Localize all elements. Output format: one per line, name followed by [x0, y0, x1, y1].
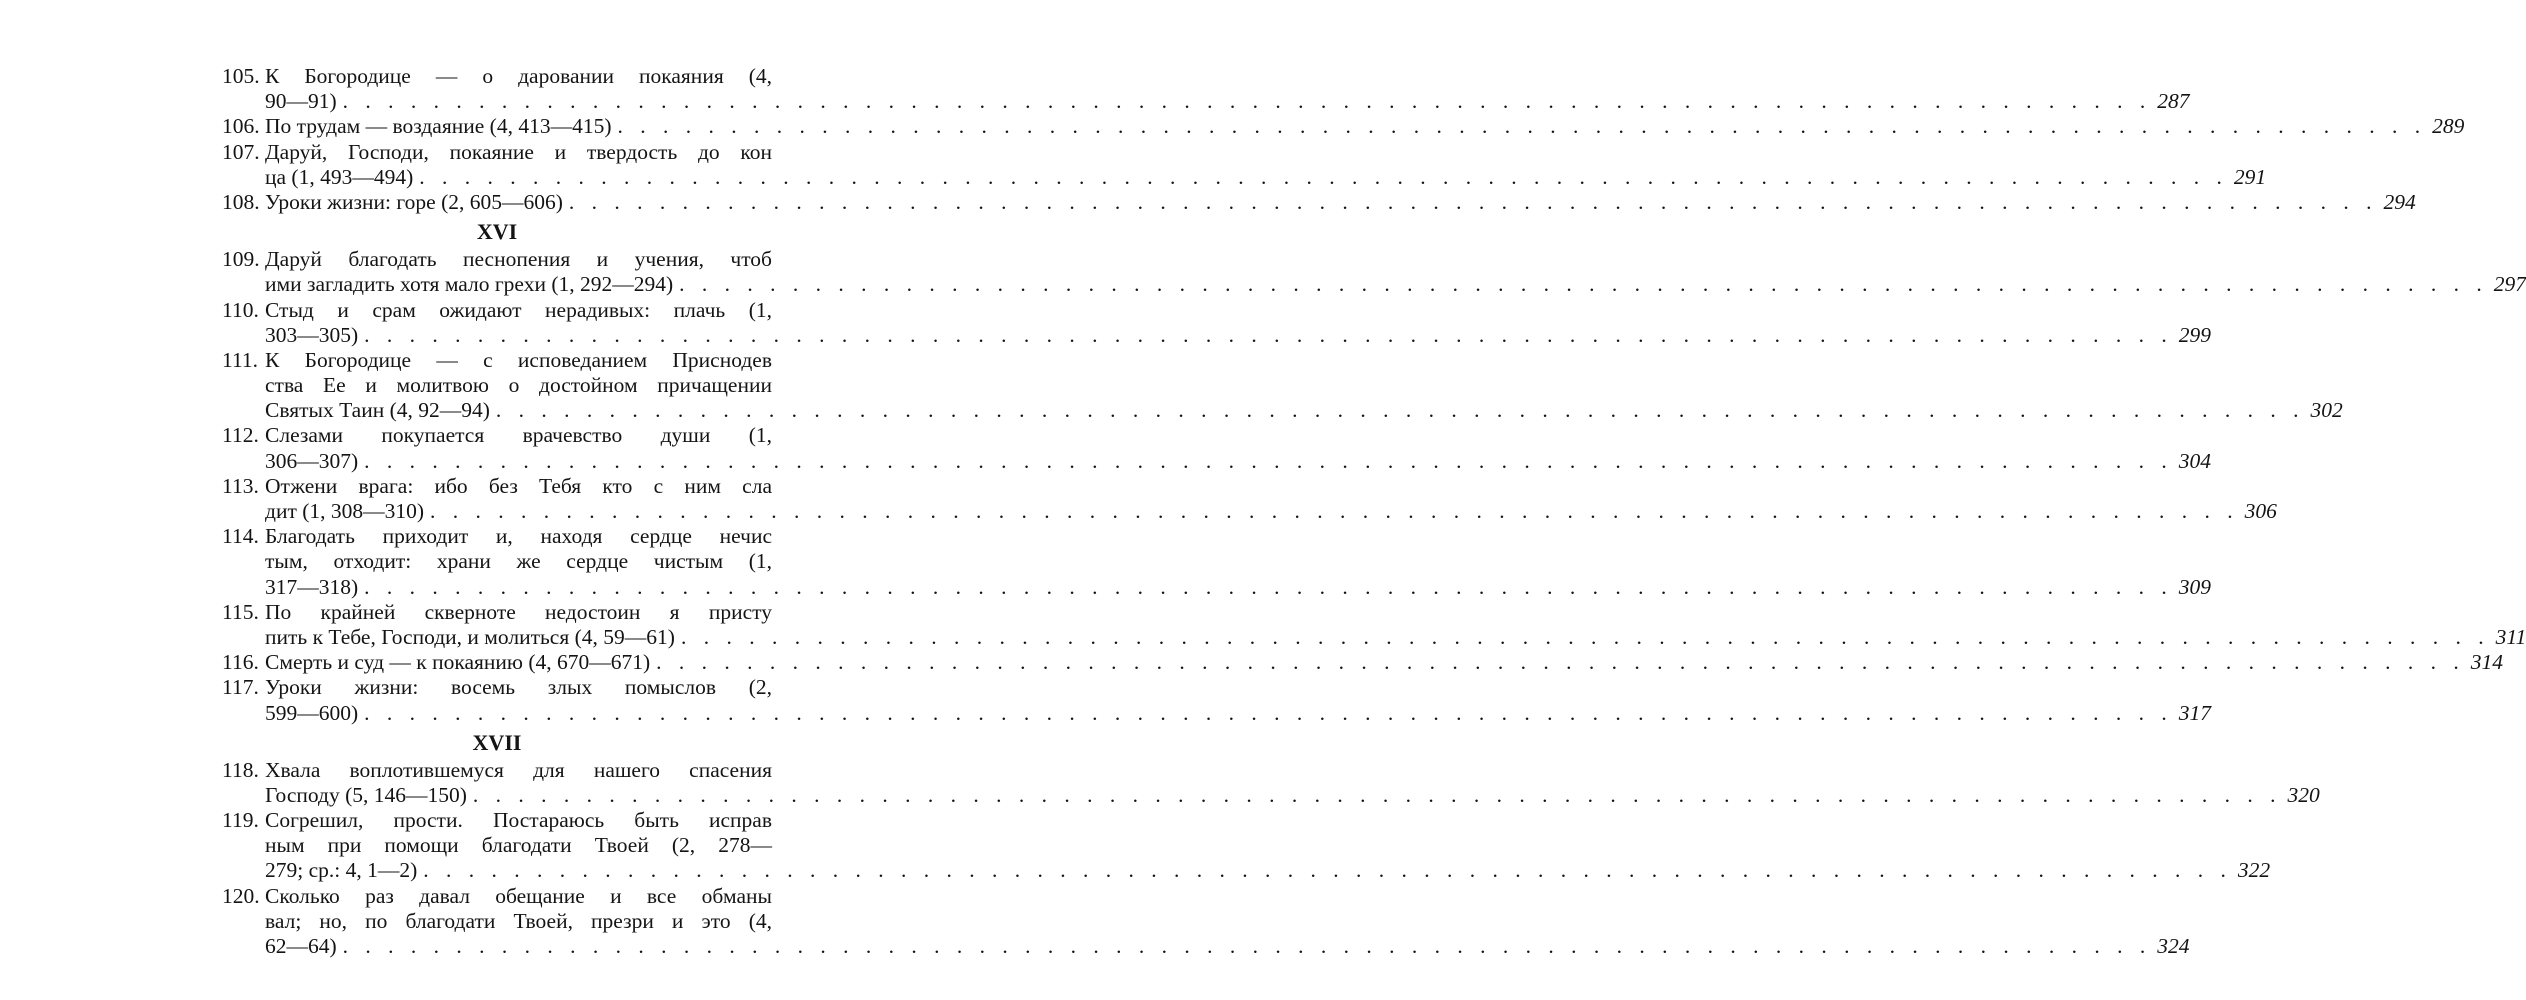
entry-title-line [265, 322, 2212, 348]
entry-number: 116. [222, 650, 259, 675]
entry-title-text: 599—600) [265, 700, 359, 725]
section-heading: XVI [476, 219, 518, 245]
entry-number: 120. [222, 883, 260, 908]
entry-number: 112. [222, 423, 259, 448]
dot-leader: . . . . . . . . . . . . . . . . . . . . . . . . . . . . . . . . . . . . . . . . . . . . . . . . . . . . . . . . . . . . . . . . . . . . . . . . . . . . . . . . [364, 322, 2173, 347]
entry-title-line: Согрешил, прости. Постараюсь быть исправ [265, 808, 772, 833]
toc-entry [222, 473, 2277, 524]
entry-title-line: Хвала воплотившемуся для нашего спасения [265, 757, 772, 782]
entry-title-text: ца (1, 493—494) [265, 164, 414, 189]
entry-number: 106. [222, 114, 260, 139]
entry-title-line [265, 624, 2526, 650]
entry-number: 105. [222, 64, 260, 88]
entry-title-line: Слезами покупается врачевство души (1, [265, 423, 772, 448]
entry-title-line: К Богородице — с исповеданием Приснодев [265, 347, 772, 372]
entry-title-text: ими загладить хотя мало грехи (1, 292—294) [265, 272, 674, 297]
toc-entry [222, 423, 2212, 473]
entry-title-line: тым, отходит: храни же сердце чистым (1, [265, 549, 772, 574]
entry-title [265, 675, 2212, 725]
entry-title-text: пить к Тебе, Господи, и молиться (4, 59—61) [265, 624, 675, 649]
dot-leader: . . . . . . . . . . . . . . . . . . . . . . . . . . . . . . . . . . . . . . . . . . . . . . . . . . . . . . . . . . . . . . . . . . . . . . . . . . . . . . . . [342, 934, 2152, 959]
entry-number: 107. [222, 139, 260, 164]
page-number: 311 [2495, 624, 2526, 649]
entry-title-line: Отжени врага: ибо без Тебя кто с ним сла [265, 473, 772, 498]
toc-entry [222, 297, 2212, 348]
toc-entry [222, 650, 2504, 675]
entry-title-text: 62—64) [265, 934, 337, 959]
toc-entry [222, 599, 2526, 650]
page-number: 324 [2157, 934, 2190, 959]
entry-title-text: Уроки жизни: горе (2, 605—606) [265, 189, 563, 214]
section-heading: XVII [472, 729, 522, 755]
entry-number: 118. [222, 757, 259, 782]
entry-title-text: 90—91) [265, 89, 337, 114]
toc-entry [222, 808, 2271, 884]
entry-title-text: 303—305) [265, 322, 359, 347]
entry-number: 114. [222, 524, 259, 549]
entry-title-line [265, 448, 2212, 474]
toc-entry [222, 524, 2212, 600]
toc-entry [222, 247, 2526, 297]
table-of-contents [222, 64, 2526, 959]
entry-title-line [265, 700, 2212, 726]
toc-entry [222, 114, 2465, 139]
dot-leader: . . . . . . . . . . . . . . . . . . . . . . . . . . . . . . . . . . . . . . . . . . . . . . . . . . . . . . . . . . . . . . . . . . . . . . . . . . . . . . . . [364, 700, 2173, 725]
entry-title [265, 473, 2277, 524]
entry-number: 113. [222, 473, 259, 498]
entry-title-text: Святых Таин (4, 92—94) [265, 398, 490, 423]
page-number: 304 [2178, 448, 2212, 473]
entry-title-text: 306—307) [265, 448, 359, 473]
dot-leader: . . . . . . . . . . . . . . . . . . . . . . . . . . . . . . . . . . . . . . . . . . . . . . . . . . . . . . . . . . . . . . . . . . . . . . . . . . . . . . . . [423, 858, 2232, 883]
toc-entry [222, 189, 2416, 215]
entry-number: 111. [222, 347, 259, 372]
entry-title-line: По крайней скверноте недостоин я присту [265, 599, 772, 624]
entry-title [265, 347, 2343, 424]
page-number: 291 [2233, 164, 2267, 189]
entry-title-line: вал; но, по благодати Твоей, презри и это (4, [265, 908, 772, 933]
page-number: 317 [2178, 700, 2212, 725]
page-number: 289 [2432, 114, 2465, 139]
entry-title [265, 297, 2212, 348]
page-number: 314 [2470, 650, 2504, 675]
entry-title-text: По трудам — воздаяние (4, 413—415) [265, 114, 612, 139]
entry-title-line: Сколько раз давал обещание и все обманы [265, 883, 772, 908]
entry-number: 109. [222, 247, 260, 272]
entry-title-line [265, 114, 2465, 139]
dot-leader: . . . . . . . . . . . . . . . . . . . . . . . . . . . . . . . . . . . . . . . . . . . . . . . . . . . . . . . . . . . . . . . . . . . . . . . . . . . . . . . . [364, 574, 2173, 599]
entry-title-text: Господу (5, 146—150) [265, 782, 467, 807]
entry-title-line [265, 499, 2277, 524]
entry-title [265, 139, 2267, 190]
entry-title-text: дит (1, 308—310) [265, 499, 425, 524]
entry-title-line [265, 650, 2504, 675]
entry-number: 119. [222, 808, 259, 833]
toc-entry [222, 139, 2267, 190]
entry-title-line [265, 782, 2320, 808]
entry-title [265, 524, 2212, 600]
entry-title-text: Смерть и суд — к покаянию (4, 670—671) [265, 650, 651, 675]
entry-title [265, 114, 2465, 139]
dot-leader: . . . . . . . . . . . . . . . . . . . . . . . . . . . . . . . . . . . . . . . . . . . . . . . . . . . . . . . . . . . . . . . . . . . . . . . . . . . . . . . . [679, 272, 2488, 297]
entry-title [265, 64, 2190, 114]
dot-leader: . . . . . . . . . . . . . . . . . . . . . . . . . . . . . . . . . . . . . . . . . . . . . . . . . . . . . . . . . . . . . . . . . . . . . . . . . . . . . . . . [680, 624, 2490, 649]
entry-title-line [265, 858, 2271, 883]
entry-title-line: Стыд и срам ожидают нерадивых: плачь (1, [265, 297, 772, 322]
entry-title-line: Даруй благодать песнопения и учения, чтоб [265, 247, 772, 272]
dot-leader: . . . . . . . . . . . . . . . . . . . . . . . . . . . . . . . . . . . . . . . . . . . . . . . . . . . . . . . . . . . . . . . . . . . . . . . . . . . . . . . . [419, 164, 2228, 189]
page-number: 299 [2178, 322, 2212, 347]
entry-title-line: К Богородице — о даровании покаяния (4, [265, 64, 772, 88]
page-number: 287 [2157, 89, 2190, 114]
toc-entry [222, 757, 2320, 808]
entry-title-line: ным при помощи благодати Твоей (2, 278— [265, 833, 772, 858]
entry-title-line [265, 398, 2343, 423]
page-number: 297 [2493, 272, 2526, 297]
entry-title [265, 423, 2212, 473]
entry-title [265, 808, 2271, 884]
dot-leader: . . . . . . . . . . . . . . . . . . . . . . . . . . . . . . . . . . . . . . . . . . . . . . . . . . . . . . . . . . . . . . . . . . . . . . . . . . . . . . . . [656, 650, 2465, 675]
entry-title-line: Даруй, Господи, покаяние и твердость до кон [265, 139, 772, 164]
entry-number: 110. [222, 297, 259, 322]
dot-leader: . . . . . . . . . . . . . . . . . . . . . . . . . . . . . . . . . . . . . . . . . . . . . . . . . . . . . . . . . . . . . . . . . . . . . . . . . . . . . . . . [495, 398, 2305, 423]
page-number: 309 [2178, 574, 2212, 599]
entry-title-line [265, 164, 2267, 190]
dot-leader: . . . . . . . . . . . . . . . . . . . . . . . . . . . . . . . . . . . . . . . . . . . . . . . . . . . . . . . . . . . . . . . . . . . . . . . . . . . . . . . . [568, 189, 2378, 214]
entry-number: 108. [222, 189, 260, 214]
dot-leader: . . . . . . . . . . . . . . . . . . . . . . . . . . . . . . . . . . . . . . . . . . . . . . . . . . . . . . . . . . . . . . . . . . . . . . . . . . . . . . . . [617, 114, 2427, 139]
entry-title-line [265, 272, 2526, 297]
dot-leader: . . . . . . . . . . . . . . . . . . . . . . . . . . . . . . . . . . . . . . . . . . . . . . . . . . . . . . . . . . . . . . . . . . . . . . . . . . . . . . . . [430, 499, 2239, 524]
entry-number: 115. [222, 599, 259, 624]
entry-title [265, 883, 2190, 960]
entry-title-line [265, 574, 2212, 600]
entry-title-line [265, 934, 2190, 959]
dot-leader: . . . . . . . . . . . . . . . . . . . . . . . . . . . . . . . . . . . . . . . . . . . . . . . . . . . . . . . . . . . . . . . . . . . . . . . . . . . . . . . . [364, 448, 2173, 473]
entry-title-line: Уроки жизни: восемь злых помыслов (2, [265, 675, 772, 700]
entry-title [265, 247, 2526, 297]
toc-entry [222, 675, 2212, 725]
entry-title-text: 279; ср.: 4, 1—2) [265, 858, 418, 883]
entry-title-line [265, 89, 2190, 114]
entry-title [265, 189, 2416, 215]
page-number: 302 [2310, 398, 2343, 423]
entry-number: 117. [222, 675, 259, 700]
dot-leader: . . . . . . . . . . . . . . . . . . . . . . . . . . . . . . . . . . . . . . . . . . . . . . . . . . . . . . . . . . . . . . . . . . . . . . . . . . . . . . . . [342, 89, 2152, 114]
entry-title [265, 599, 2526, 650]
entry-title-line: ства Ее и молитвою о достойном причащении [265, 373, 772, 398]
page-number: 306 [2244, 499, 2277, 524]
entry-title [265, 757, 2320, 808]
dot-leader: . . . . . . . . . . . . . . . . . . . . . . . . . . . . . . . . . . . . . . . . . . . . . . . . . . . . . . . . . . . . . . . . . . . . . . . . . . . . . . . . [472, 782, 2282, 807]
entry-title [265, 650, 2504, 675]
entry-title-line: Благодать приходит и, находя сердце нечис [265, 524, 772, 549]
page-number: 320 [2287, 782, 2320, 807]
page-number: 322 [2237, 858, 2271, 883]
toc-entry [222, 347, 2343, 424]
entry-title-line [265, 189, 2416, 215]
page-number: 294 [2383, 189, 2416, 214]
entry-title-text: 317—318) [265, 574, 359, 599]
toc-entry [222, 883, 2190, 960]
toc-entry [222, 64, 2190, 114]
